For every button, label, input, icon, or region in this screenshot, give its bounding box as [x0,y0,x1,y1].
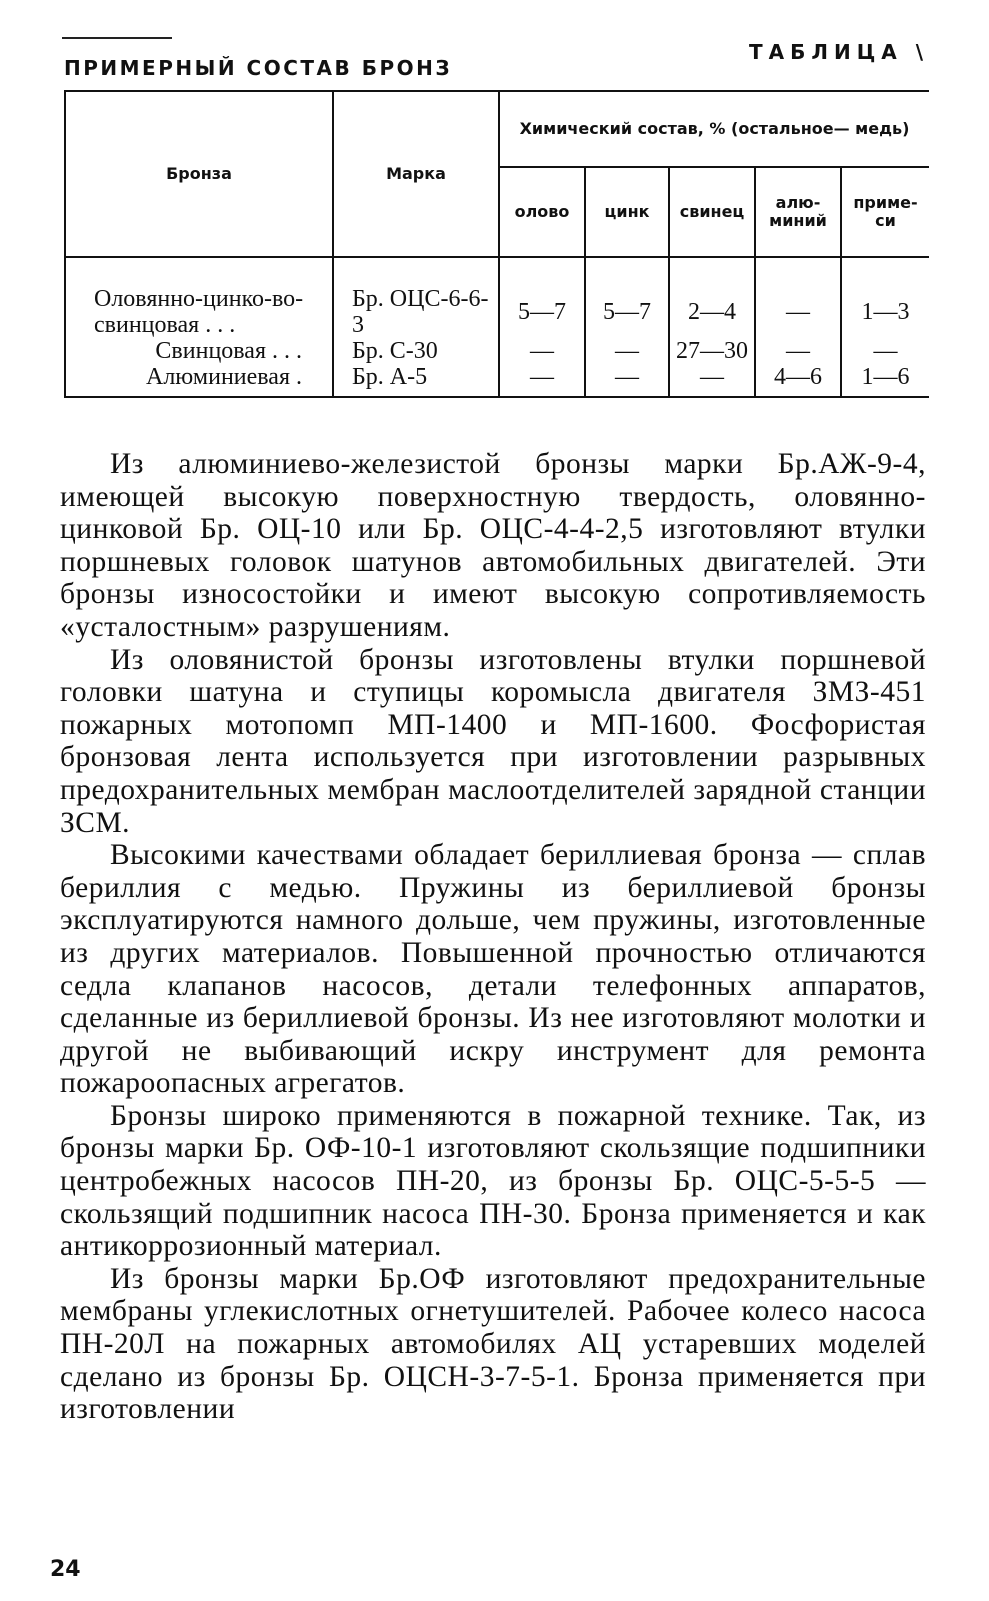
column-header-mark: Марка [333,91,499,257]
table-row [65,257,929,338]
paragraph: Из оловянистой бронзы изготовлены втулки поршневой головки шатуна и ступицы коромысла двигателя ЗМЗ-451 пожарных мотопомп МП-1400 и МП-1600. Фосфористая бронзовая лента используется при изготовлении разрывных предохранительных мембран маслоотделителей зарядной станции ЗСМ. [60,643,926,839]
bronze-mark: Бр. С-30 [333,338,499,364]
value-aluminium: — [755,338,841,364]
table-caption: ПРИМЕРНЫЙ СОСТАВ БРОНЗ [64,56,453,80]
value-aluminium: 4—6 [755,364,841,397]
subheader-zinc: цинк [585,167,669,257]
bronze-name: Оловянно-цинко-во-свинцовая . . . [65,257,333,338]
bronze-mark: Бр. А-5 [333,364,499,397]
column-header-bronze: Бронза [65,91,333,257]
subheader-impurities: приме-си [841,167,929,257]
table-row [65,338,929,364]
value-aluminium: — [755,257,841,338]
bronze-name: Свинцовая . . . [65,338,333,364]
paragraph: Высокими качествами обладает бериллиевая бронза — сплав бериллия с медью. Пружины из бериллиевой бронзы эксплуатируются намного дольше, чем пружины, изготовленные из других материалов. Повышенной прочностью отличаются седла клапанов насосов, детали телефонных аппаратов, сделанные из бериллиевой бронзы. Из нее изготовляют молотки и другой не выбивающий искру инструмент для ремонта пожароопасных агрегатов. [60,839,926,1100]
bronze-composition-table [64,90,929,398]
body-text [60,448,926,1426]
paragraph: Из алюминиево-железистой бронзы марки Бр.АЖ-9-4, имеющей высокую поверхностную твердость, оловянно-цинковой Бр. ОЦ-10 или Бр. ОЦС-4-4-2,5 изготовляют втулки поршневых головок шатунов автомобильных двигателей. Эти бронзы износостойки и имеют высокую сопротивляемость «усталостным» разрушениям. [60,448,926,643]
bronze-mark: Бр. ОЦС-6-6-3 [333,257,499,338]
value-lead: — [669,364,755,397]
value-zinc: — [585,364,669,397]
column-header-composition: Химический состав, % (остальное— медь) [499,91,929,167]
table-label: ТАБЛИЦА \ [748,40,929,64]
page-number: 24 [50,1557,81,1582]
value-impurities: — [841,338,929,364]
value-tin: — [499,364,585,397]
subheader-tin: олово [499,167,585,257]
header-rule [62,37,172,39]
value-tin: 5—7 [499,257,585,338]
subheader-aluminium: алю-миний [755,167,841,257]
value-impurities: 1—3 [841,257,929,338]
value-tin: — [499,338,585,364]
paragraph: Бронзы широко применяются в пожарной технике. Так, из бронзы марки Бр. ОФ-10-1 изготовляют скользящие подшипники центробежных насосов ПН-20, из бронзы Бр. ОЦС-5-5-5 — скользящий подшипник насоса ПН-30. Бронза применяется и как антикоррозионный материал. [60,1099,926,1263]
subheader-lead: свинец [669,167,755,257]
value-lead: 2—4 [669,257,755,338]
paragraph: Из бронзы марки Бр.ОФ изготовляют предохранительные мембраны углекислотных огнетушителей. Рабочее колесо насоса ПН-20Л на пожарных автомобилях АЦ устаревших моделей сделано из бронзы Бр. ОЦСН-3-7-5-1. Бронза применяется при изготовлении [60,1262,926,1426]
bronze-name: Алюминиевая . [65,364,333,397]
value-lead: 27—30 [669,338,755,364]
value-zinc: — [585,338,669,364]
value-impurities: 1—6 [841,364,929,397]
table-row [65,364,929,397]
value-zinc: 5—7 [585,257,669,338]
